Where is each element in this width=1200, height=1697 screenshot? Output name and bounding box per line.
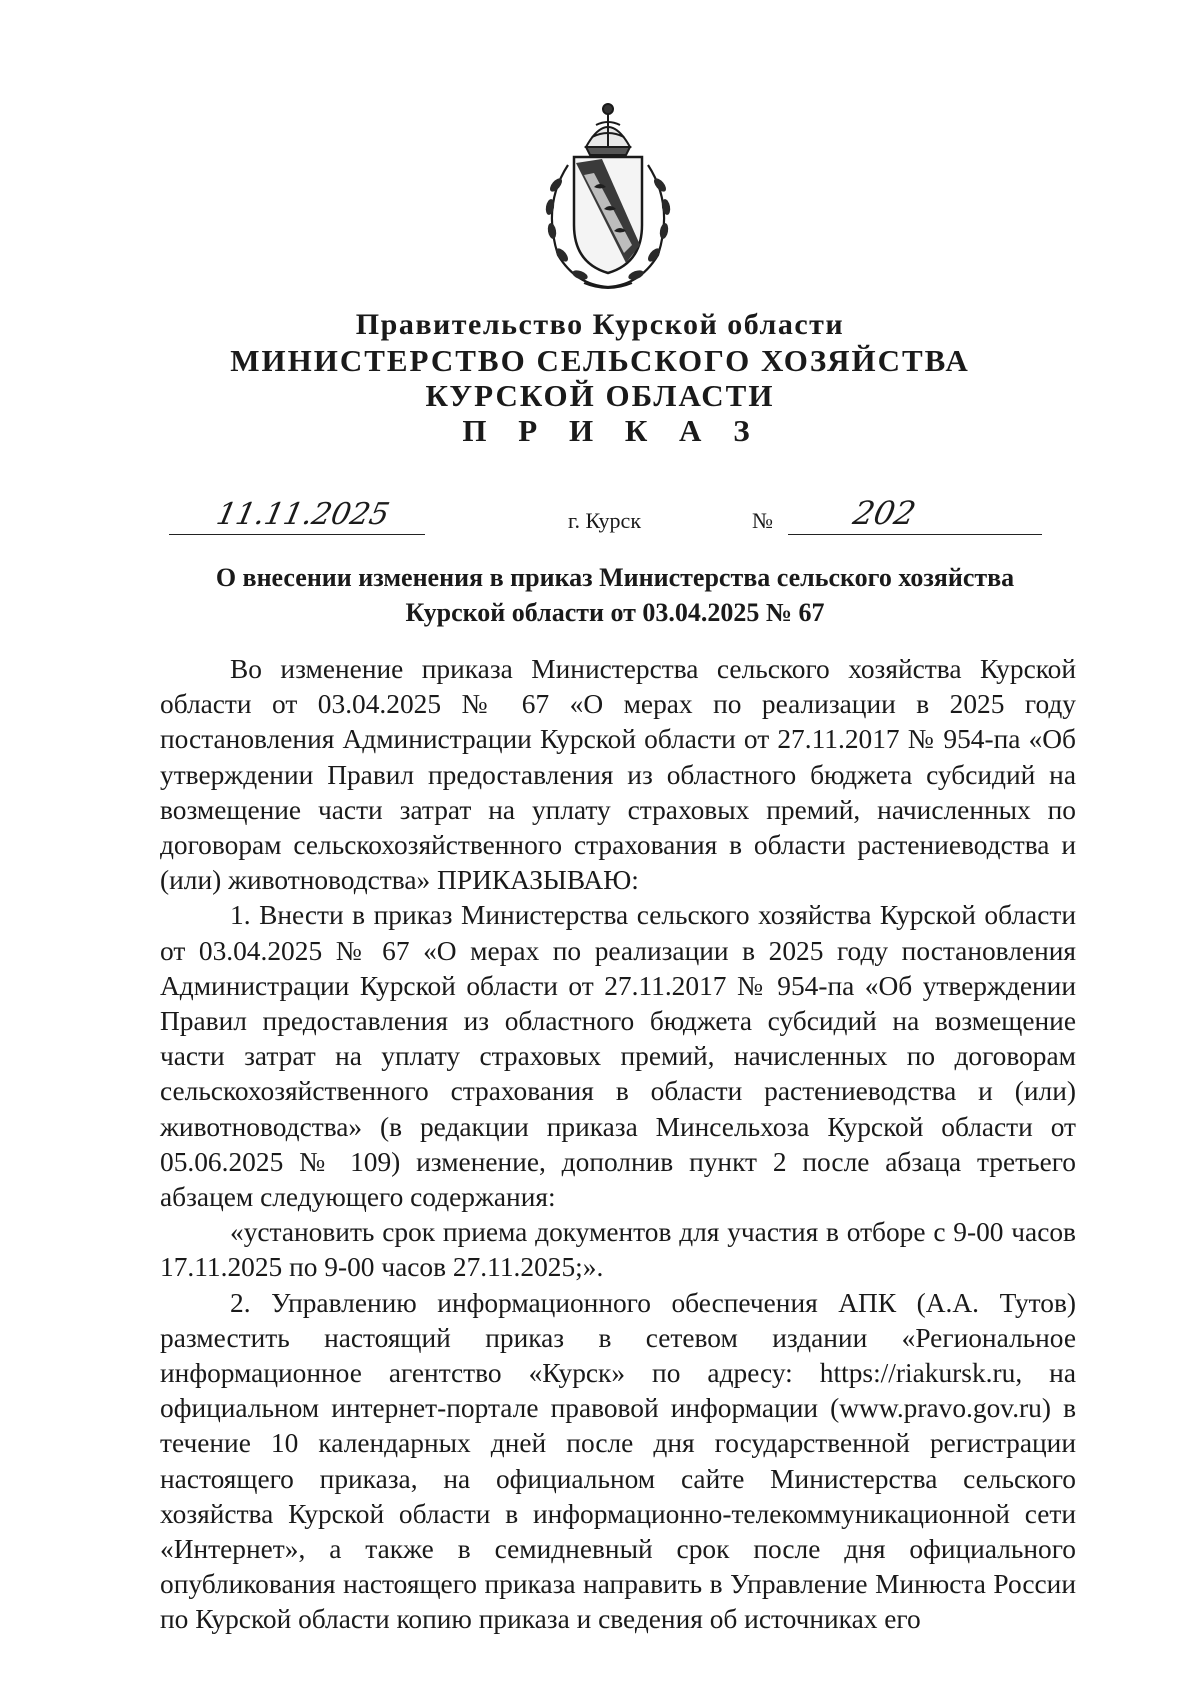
order-title-line-1: О внесении изменения в приказ Министерства сельского хозяйства — [215, 563, 1015, 592]
number-field — [788, 490, 1042, 535]
quoted-amendment-paragraph: «установить срок приема документов для участия в отборе с 9-00 часов 17.11.2025 по 9-00 часов 27.11.2025;». — [160, 1217, 1076, 1283]
kursk-coat-of-arms-icon — [536, 95, 680, 295]
clause-2-paragraph: 2. Управлению информационного обеспечения АПК (А.А. Тутов) разместить настоящий приказ в сетевом издании «Региональное информационное агентство «Курск» по адресу: https://riakursk.ru, на официальном интернет-портале правовой информации (www.pravo.gov.ru) в течение 10 календарных дней после дня государственной регистрации настоящего приказа, на официальном сайте Министерства сельского хозяйства Курской области в информационно-телекоммуникационной сети «Интернет», а также в семидневный срок после дня официального опубликования настоящего приказа направить в Управление Минюста России по Курской области копию приказа и сведения об источниках его — [160, 1287, 1076, 1635]
document-type: П Р И К А З — [462, 413, 762, 448]
clause-1-paragraph: 1. Внести в приказ Министерства сельского хозяйства Курской области от 03.04.2025 № 67 «О мерах по реализации в 2025 году постановления Администрации Курской области от 27.11.2017 № 954-па «Об утверждении Правил предоставления из областного бюджета субсидий на возмещение части затрат на уплату страховых премий, начисленных по договорам сельскохозяйственного страхования в области растениеводства и (или) животноводства» (в редакции приказа Минсельхоза Курской области от 05.06.2025 № 109) изменение, дополнив пункт 2 после абзаца третьего абзацем следующего содержания: — [160, 900, 1076, 1213]
region-name: КУРСКОЙ ОБЛАСТИ — [425, 378, 775, 413]
date-field — [169, 490, 425, 535]
handwritten-number: 202 — [849, 494, 920, 532]
handwritten-date: 11.11.2025 — [213, 497, 393, 532]
number-sign: № — [752, 508, 773, 533]
ministry-name: МИНИСТЕРСТВО СЕЛЬСКОГО ХОЗЯЙСТВА — [230, 343, 970, 378]
preamble-paragraph: Во изменение приказа Министерства сельского хозяйства Курской области от 03.04.2025 № 67 «О мерах по реализации в 2025 году постановления Администрации Курской области от 27.11.2017 № 954-па «Об утверждении Правил предоставления из областного бюджета субсидий на возмещение части затрат на уплату страховых премий, начисленных по договорам сельскохозяйственного страхования в области растениеводства и (или) животноводства» ПРИКАЗЫВАЮ: — [160, 654, 1076, 896]
order-title-line-2: Курской области от 03.04.2025 № 67 — [405, 598, 825, 627]
order-body — [160, 652, 1076, 1638]
government-name: Правительство Курской области — [355, 308, 845, 341]
city-label: г. Курск — [568, 508, 642, 533]
